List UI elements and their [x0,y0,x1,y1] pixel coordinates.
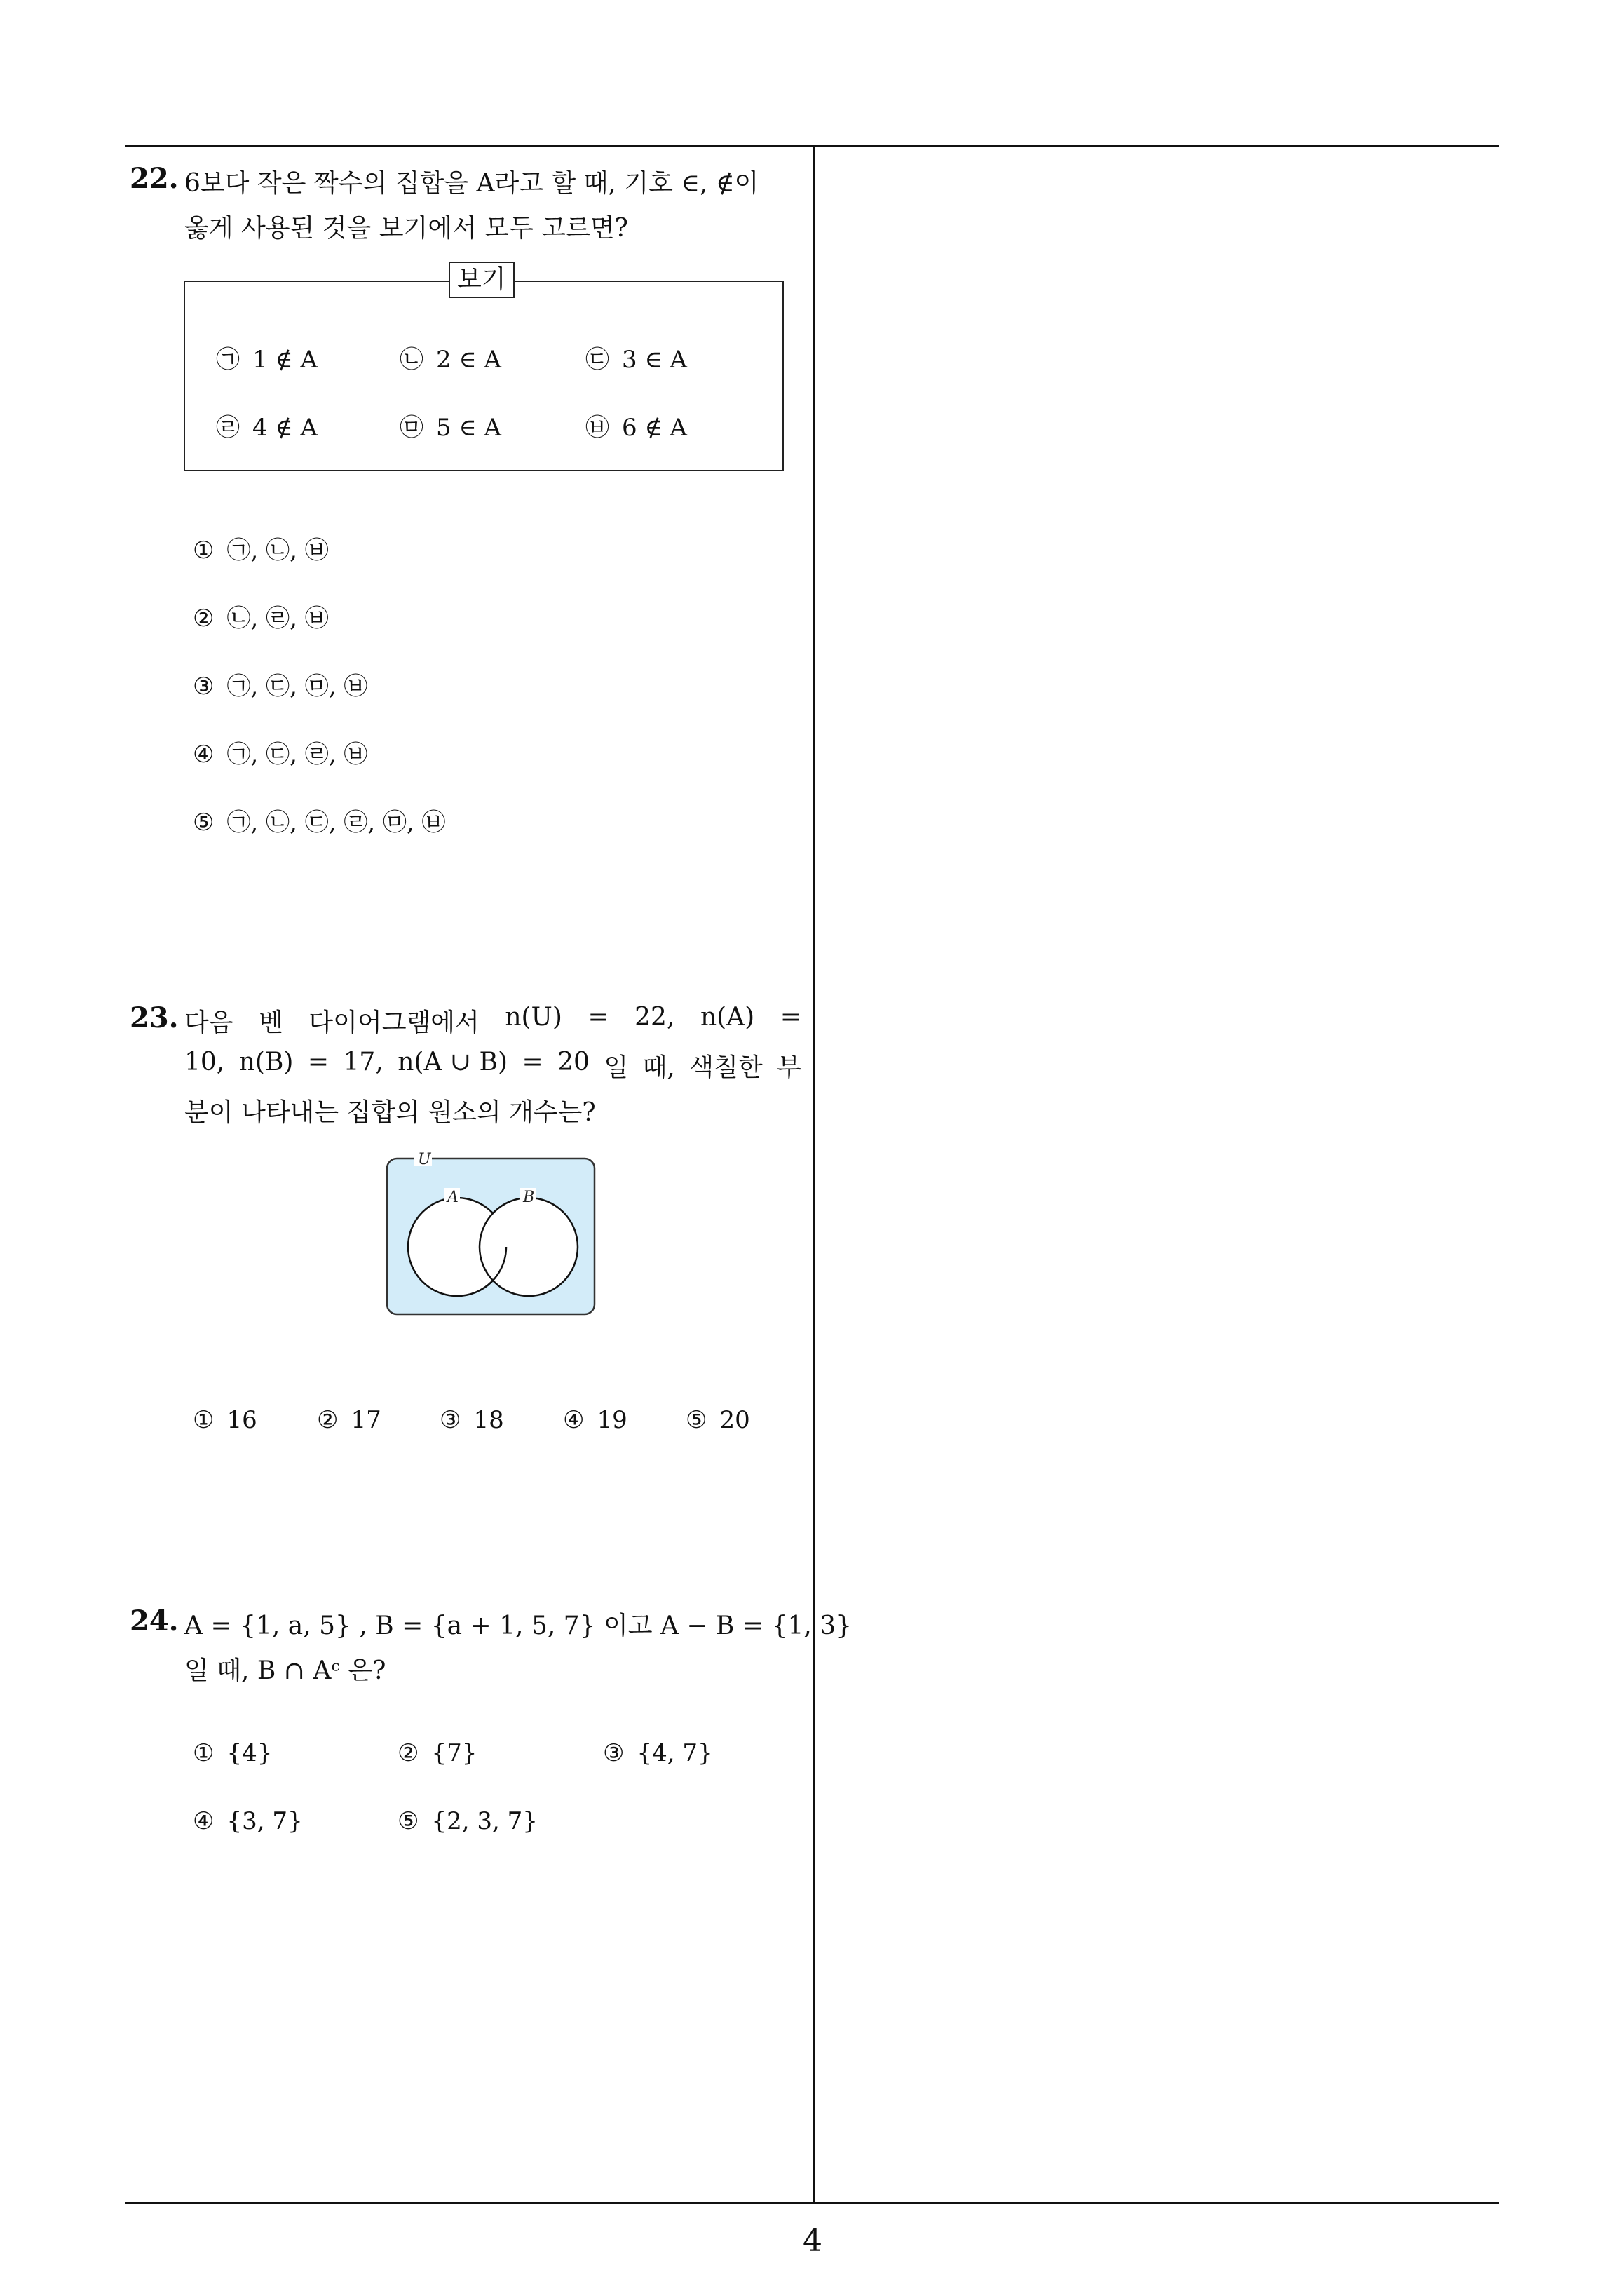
page-number: 4 [803,2223,822,2259]
answer-choice-1[interactable]: ① 16 [193,1406,257,1434]
answer-choice-4[interactable]: ④ {3, 7} [193,1807,303,1835]
set-b-label: B [523,1189,535,1206]
answer-choice-4[interactable]: ④ 19 [563,1406,627,1434]
question-text-line: 6보다 작은 짝수의 집합을 A라고 할 때, 기호 ∈, ∉이 [184,169,759,198]
question-text-line: 옳게 사용된 것을 보기에서 모두 고르면? [184,214,628,243]
bogi-item: ㉠ 1 ∉ A [216,346,318,374]
question-text-line: 분이 나타내는 집합의 원소의 개수는? [184,1098,596,1127]
question-text-line: 10, n(B) = 17, n(A ∪ B) = 20 일 때, 색칠한 부 [184,1048,801,1082]
answer-choice-1[interactable]: ① ㉠, ㉡, ㉥ [193,536,329,565]
answer-choice-3[interactable]: ③ ㉠, ㉢, ㉤, ㉥ [193,673,368,701]
question-number: 22. [130,162,179,195]
bogi-item: ㉡ 2 ∈ A [400,346,501,374]
universal-set-label: U [418,1151,431,1168]
question-number: 24. [130,1605,179,1637]
venn-diagram [384,1149,602,1321]
bogi-item: ㉣ 4 ∉ A [216,414,318,442]
answer-choice-3[interactable]: ③ {4, 7} [603,1739,713,1767]
bogi-title: 보기 [449,262,515,298]
bogi-item: ㉥ 6 ∉ A [585,414,687,442]
answer-choice-5[interactable]: ⑤ {2, 3, 7} [398,1807,538,1835]
answer-choice-5[interactable]: ⑤ 20 [686,1406,750,1434]
answer-choice-4[interactable]: ④ ㉠, ㉢, ㉣, ㉥ [193,741,368,769]
set-a-label: A [447,1189,459,1206]
bogi-item: ㉤ 5 ∈ A [400,414,501,442]
bogi-item: ㉢ 3 ∈ A [585,346,687,374]
answer-choice-1[interactable]: ① {4} [193,1739,273,1767]
bogi-box [184,281,784,471]
answer-choice-3[interactable]: ③ 18 [440,1406,504,1434]
bottom-rule [125,2202,1499,2204]
set-b-circle [480,1198,578,1296]
answer-choice-2[interactable]: ② ㉡, ㉣, ㉥ [193,605,329,633]
answer-choice-2[interactable]: ② 17 [317,1406,381,1434]
column-divider [813,145,815,2203]
question-text-line: 일 때, B ∩ Aᶜ 은? [184,1656,386,1685]
question-number: 23. [130,1001,179,1034]
question-text-line: A = {1, a, 5} , B = {a + 1, 5, 7} 이고 A − B = {1, 3} [184,1612,853,1640]
top-rule [125,145,1499,147]
answer-choice-5[interactable]: ⑤ ㉠, ㉡, ㉢, ㉣, ㉤, ㉥ [193,809,446,837]
answer-choice-2[interactable]: ② {7} [398,1739,477,1767]
question-text-line: 다음 벤 다이어그램에서 n(U) = 22, n(A) = [184,1003,801,1037]
